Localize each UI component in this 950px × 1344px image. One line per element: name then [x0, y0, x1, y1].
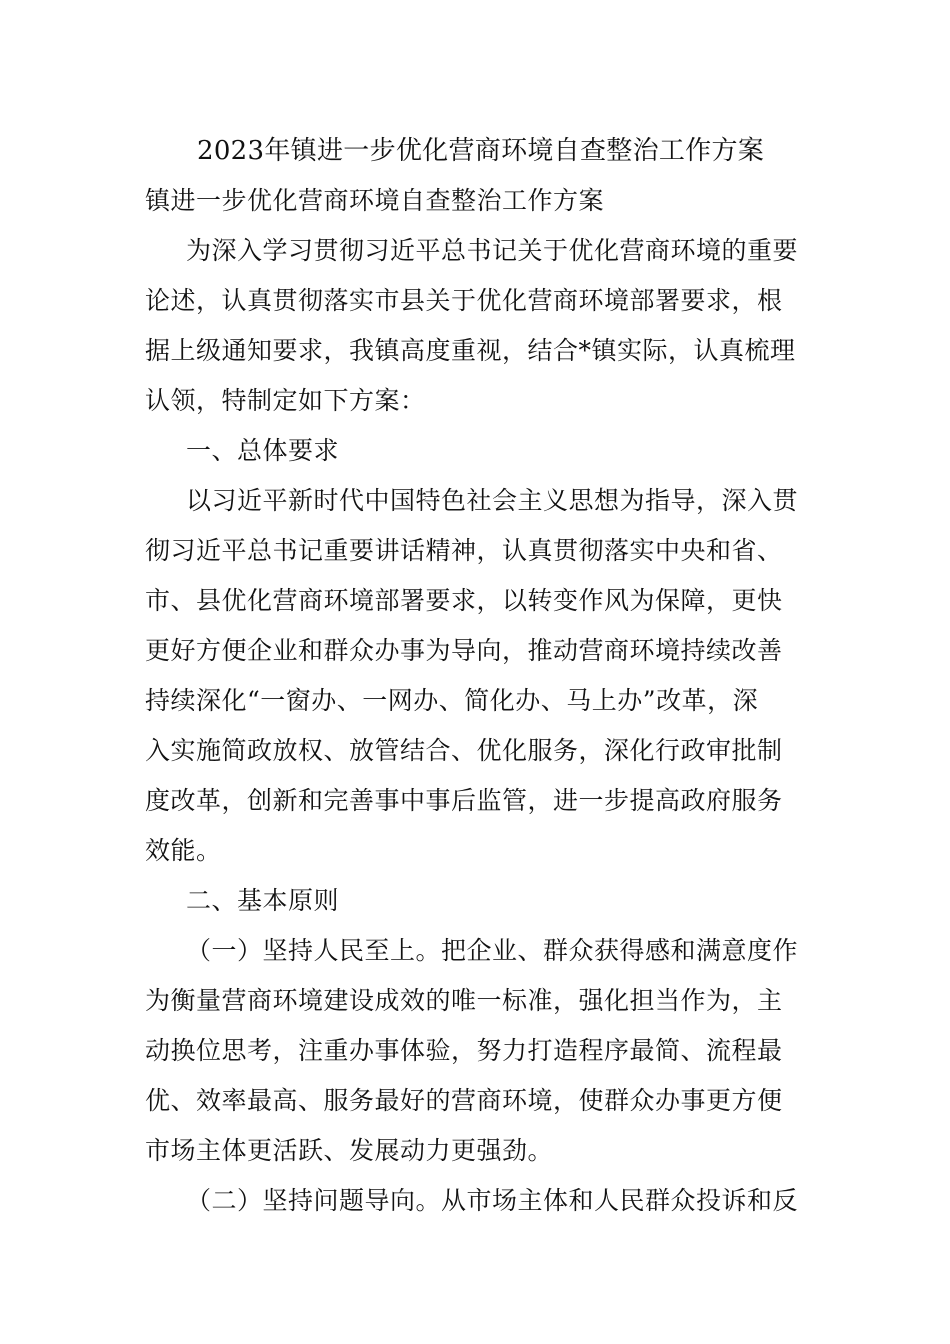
intro-line-1: 为深入学习贯彻习近平总书记关于优化营商环境的重要	[186, 236, 799, 265]
section2-p1-line-2: 为衡量营商环境建设成效的唯一标准，强化担当作为，主	[145, 986, 783, 1015]
section1-line-4: 更好方便企业和群众办事为导向，推动营商环境持续改善	[145, 636, 783, 665]
section2-p1-line-4: 优、效率最高、服务最好的营商环境，使群众办事更方便	[145, 1086, 783, 1115]
section2-p1-line-1: （一）坚持人民至上。把企业、群众获得感和满意度作	[186, 936, 799, 965]
intro-line-3: 据上级通知要求，我镇高度重视，结合*镇实际，认真梳理	[145, 336, 796, 365]
section1-line-1: 以习近平新时代中国特色社会主义思想为指导，深入贯	[186, 486, 799, 515]
section1-line-8: 效能。	[145, 836, 222, 865]
document-subtitle: 镇进一步优化营商环境自查整治工作方案	[145, 186, 605, 215]
intro-line-4: 认领，特制定如下方案：	[145, 386, 426, 415]
section2-p1-line-5: 市场主体更活跃、发展动力更强劲。	[145, 1136, 554, 1165]
section-heading-2: 二、基本原则	[186, 886, 340, 915]
section1-line-2: 彻习近平总书记重要讲话精神，认真贯彻落实中央和省、	[145, 536, 783, 565]
intro-line-2: 论述，认真贯彻落实市县关于优化营商环境部署要求，根	[145, 286, 783, 315]
section1-line-6: 入实施简政放权、放管结合、优化服务，深化行政审批制	[145, 736, 783, 765]
section2-p1-line-3: 动换位思考，注重办事体验，努力打造程序最简、流程最	[145, 1036, 783, 1065]
section2-p2-line-1: （二）坚持问题导向。从市场主体和人民群众投诉和反	[186, 1186, 799, 1215]
section1-line-5: 持续深化“一窗办、一网办、简化办、马上办”改革，深	[145, 686, 759, 715]
section1-line-7: 度改革，创新和完善事中事后监管，进一步提高政府服务	[145, 786, 783, 815]
document-title: 2023年镇进一步优化营商环境自查整治工作方案	[197, 136, 765, 166]
section-heading-1: 一、总体要求	[186, 436, 340, 465]
section1-line-3: 市、县优化营商环境部署要求，以转变作风为保障，更快	[145, 586, 783, 615]
